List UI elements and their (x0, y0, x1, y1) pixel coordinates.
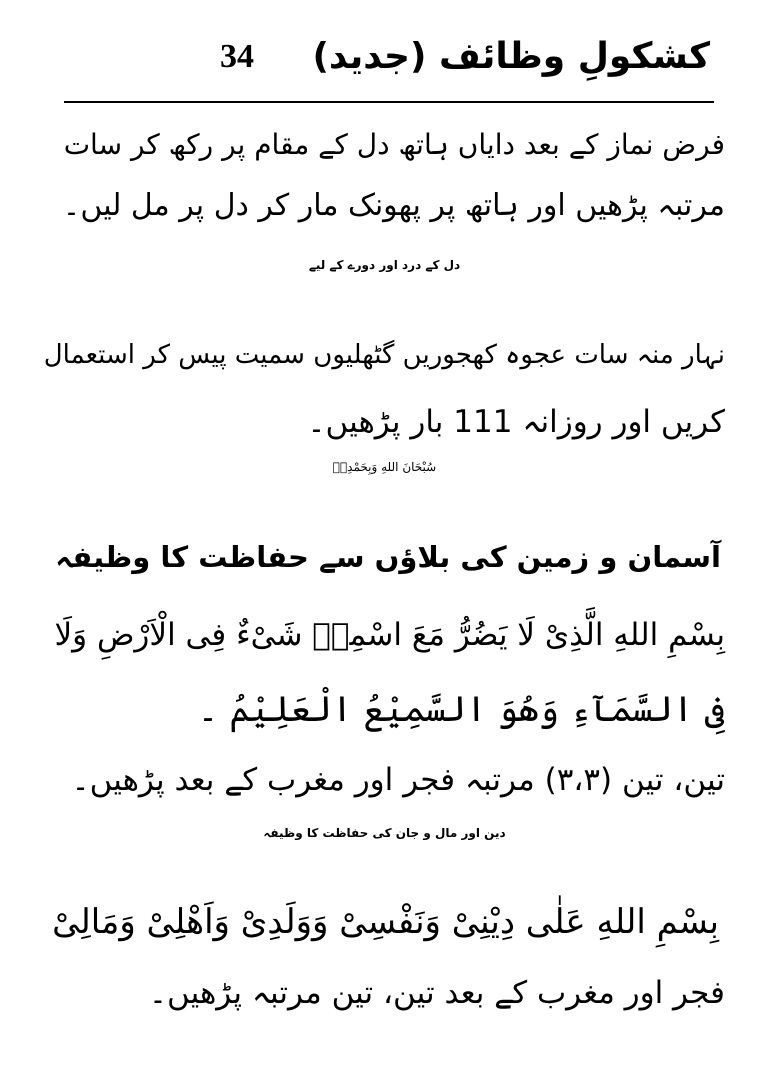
section-heading: دل کے درد اور دورے کے لیے (308, 258, 461, 272)
body-text-line: نہار منہ سات عجوہ کھجوریں گٹھلیوں سمیت پیس کر استعمال (43, 340, 725, 370)
book-title: کشکولِ وظائف (جدید) (312, 36, 710, 77)
body-text-line: تین، تین (۳،۳) مرتبہ فجر اور مغرب کے بعد پڑھیں۔ (71, 762, 725, 798)
arabic-dua: بِسْمِ اللهِ الَّذِیْ لَا یَضُرُّ مَعَ اسْمِهٖ شَیْءٌ فِی الْاَرْضِ وَلَا (54, 617, 725, 653)
body-text-line: کریں اور روزانہ 111 بار پڑھیں۔ (307, 404, 725, 440)
body-text-line: مرتبہ پڑھیں اور ہاتھ پر پھونک مار کر دل پر مل لیں۔ (62, 188, 725, 223)
arabic-dua: سُبْحَانَ اللهِ وَبِحَمْدِهٖ (332, 460, 437, 474)
body-text-line: فرض نماز کے بعد دایاں ہاتھ دل کے مقام پر رکھ کر سات (63, 128, 725, 161)
header-divider (64, 101, 714, 103)
arabic-dua: فِی السَّمَآءِ وَهُوَ السَّمِیْعُ الْعَلِیْمُ ۔ (197, 690, 725, 730)
section-heading: دین اور مال و جان کی حفاظت کا وظیفہ (263, 826, 506, 840)
arabic-dua: بِسْمِ اللهِ عَلٰی دِیْنِیْ وَنَفْسِیْ وَوَلَدِیْ وَاَهْلِیْ وَمَالِیْ (52, 902, 719, 942)
page-header (60, 30, 720, 90)
page-number: 34 (220, 38, 254, 75)
section-heading: آسمان و زمین کی بلاؤں سے حفاظت کا وظیفہ (55, 540, 721, 574)
body-text-line: فجر اور مغرب کے بعد تین، تین مرتبہ پڑھیں۔ (148, 975, 725, 1011)
